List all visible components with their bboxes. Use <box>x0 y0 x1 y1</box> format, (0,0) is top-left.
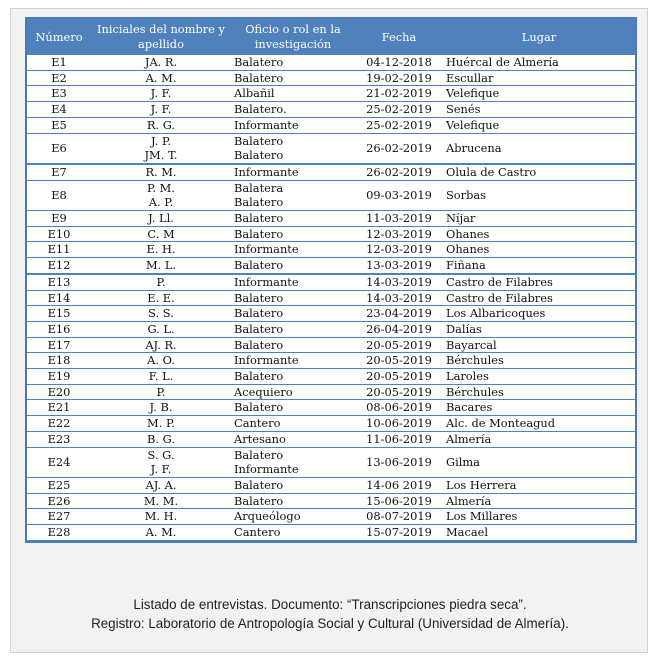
cell-oficio <box>231 431 355 447</box>
cell-numero: E10 <box>27 226 91 242</box>
cell-fecha: 12-03-2019 <box>355 242 443 258</box>
cell-iniciales <box>91 431 231 447</box>
cell-iniciales-line: J. F. <box>150 86 172 101</box>
cell-oficio <box>231 242 355 258</box>
cell-oficio-line: Balatero <box>234 400 284 415</box>
cell-oficio <box>231 400 355 416</box>
cell-numero: E15 <box>27 306 91 322</box>
cell-fecha: 20-05-2019 <box>355 369 443 385</box>
cell-oficio-line: Balatero <box>234 211 284 226</box>
cell-lugar: Alc. de Monteagud <box>443 416 635 432</box>
cell-iniciales-line: M. P. <box>147 416 175 431</box>
cell-iniciales <box>91 337 231 353</box>
cell-oficio-line: Informante <box>234 274 299 289</box>
table-row <box>27 447 635 477</box>
cell-numero: E19 <box>27 369 91 385</box>
cell-oficio-line: Cantero <box>234 525 281 540</box>
cell-iniciales <box>91 86 231 102</box>
cell-numero: E2 <box>27 70 91 86</box>
cell-oficio-line: Informante <box>234 353 299 368</box>
cell-iniciales-line: M. H. <box>144 509 178 524</box>
table-row <box>27 353 635 369</box>
cell-iniciales-line: A. M. <box>145 525 177 540</box>
cell-oficio <box>231 337 355 353</box>
cell-oficio <box>231 55 355 70</box>
table-row <box>27 242 635 258</box>
cell-fecha: 25-02-2019 <box>355 117 443 133</box>
cell-oficio-line: Balatero. <box>234 102 287 117</box>
cell-numero: E1 <box>27 55 91 70</box>
cell-oficio-line: Informante <box>234 164 299 179</box>
table-row <box>27 102 635 118</box>
cell-fecha: 20-05-2019 <box>355 384 443 400</box>
cell-oficio-line: Balatero <box>234 148 284 163</box>
cell-oficio <box>231 226 355 242</box>
cell-iniciales-line: E. E. <box>147 290 175 305</box>
table-row <box>27 86 635 102</box>
cell-fecha: 23-04-2019 <box>355 306 443 322</box>
cell-numero: E8 <box>27 180 91 210</box>
cell-iniciales <box>91 384 231 400</box>
cell-numero: E21 <box>27 400 91 416</box>
cell-numero: E5 <box>27 117 91 133</box>
cell-iniciales <box>91 274 231 290</box>
figure-frame <box>10 8 648 653</box>
cell-iniciales-line: J. Ll. <box>148 211 174 226</box>
table-row <box>27 493 635 509</box>
cell-oficio <box>231 477 355 493</box>
cell-numero: E27 <box>27 509 91 525</box>
cell-lugar: Huércal de Almería <box>443 55 635 70</box>
cell-lugar: Velefique <box>443 117 635 133</box>
table-row <box>27 117 635 133</box>
cell-oficio <box>231 117 355 133</box>
cell-oficio-line: Balatero <box>234 70 284 85</box>
cell-iniciales <box>91 447 231 477</box>
cell-iniciales-line: A. P. <box>148 195 174 210</box>
cell-fecha: 26-02-2019 <box>355 164 443 180</box>
cell-lugar: Gilma <box>443 447 635 477</box>
cell-oficio <box>231 180 355 210</box>
cell-numero: E25 <box>27 477 91 493</box>
cell-iniciales-line: S. S. <box>148 306 174 321</box>
cell-lugar: Bérchules <box>443 353 635 369</box>
table-row <box>27 509 635 525</box>
table-row <box>27 416 635 432</box>
cell-oficio <box>231 353 355 369</box>
cell-lugar: Senés <box>443 102 635 118</box>
cell-iniciales <box>91 70 231 86</box>
cell-oficio <box>231 86 355 102</box>
cell-iniciales-line: J. P. <box>151 133 171 148</box>
table-row <box>27 384 635 400</box>
cell-iniciales <box>91 133 231 164</box>
cell-oficio <box>231 447 355 477</box>
cell-numero: E18 <box>27 353 91 369</box>
cell-iniciales <box>91 493 231 509</box>
cell-numero: E14 <box>27 290 91 306</box>
table-row <box>27 180 635 210</box>
cell-lugar: Almería <box>443 493 635 509</box>
header-fecha: Fecha <box>355 19 443 55</box>
cell-lugar: Escullar <box>443 70 635 86</box>
table-row <box>27 321 635 337</box>
cell-oficio <box>231 133 355 164</box>
interviews-table <box>25 17 637 543</box>
caption-line-1: Listado de entrevistas. Documento: “Transcripciones piedra seca”. <box>133 597 527 612</box>
cell-numero: E24 <box>27 447 91 477</box>
cell-lugar: Ohanes <box>443 242 635 258</box>
cell-lugar: Macael <box>443 525 635 541</box>
cell-fecha: 12-03-2019 <box>355 226 443 242</box>
cell-numero: E12 <box>27 258 91 274</box>
cell-iniciales <box>91 400 231 416</box>
cell-lugar: Castro de Filabres <box>443 274 635 290</box>
cell-numero: E4 <box>27 102 91 118</box>
cell-lugar: Fiñana <box>443 258 635 274</box>
cell-lugar: Sorbas <box>443 180 635 210</box>
table-row <box>27 431 635 447</box>
cell-oficio-line: Balatero <box>234 258 284 273</box>
cell-lugar: Ohanes <box>443 226 635 242</box>
cell-iniciales-line: P. M. <box>147 180 175 195</box>
cell-lugar: Bérchules <box>443 384 635 400</box>
cell-fecha: 25-02-2019 <box>355 102 443 118</box>
cell-iniciales <box>91 416 231 432</box>
cell-oficio <box>231 274 355 290</box>
cell-iniciales <box>91 226 231 242</box>
cell-fecha: 13-06-2019 <box>355 447 443 477</box>
cell-iniciales-line: JM. T. <box>144 148 178 163</box>
cell-numero: E13 <box>27 274 91 290</box>
cell-iniciales-line: J. F. <box>150 462 172 477</box>
cell-numero: E16 <box>27 321 91 337</box>
cell-iniciales-line: F. L. <box>148 369 174 384</box>
cell-iniciales <box>91 180 231 210</box>
cell-oficio-line: Cantero <box>234 416 281 431</box>
cell-numero: E7 <box>27 164 91 180</box>
cell-iniciales-line: J. F. <box>150 102 172 117</box>
table-row <box>27 369 635 385</box>
table-row <box>27 274 635 290</box>
cell-oficio <box>231 290 355 306</box>
cell-oficio <box>231 164 355 180</box>
cell-oficio <box>231 493 355 509</box>
cell-iniciales <box>91 369 231 385</box>
cell-oficio-line: Balatero <box>234 493 284 508</box>
cell-iniciales <box>91 102 231 118</box>
cell-oficio-line: Albañil <box>234 86 275 101</box>
cell-fecha: 20-05-2019 <box>355 353 443 369</box>
table-row <box>27 226 635 242</box>
header-oficio: Oficio o rol en la investigación <box>231 19 355 55</box>
cell-lugar: Abrucena <box>443 133 635 164</box>
cell-iniciales <box>91 117 231 133</box>
cell-oficio-line: Informante <box>234 242 299 257</box>
table-header-row <box>27 19 635 55</box>
cell-oficio-line: Acequiero <box>234 384 293 399</box>
cell-oficio-line: Balatero <box>234 133 284 148</box>
cell-numero: E22 <box>27 416 91 432</box>
cell-oficio-line: Balatero <box>234 321 284 336</box>
cell-oficio-line: Informante <box>234 462 299 477</box>
cell-oficio-line: Balatero <box>234 195 284 210</box>
interviews-table-grid <box>27 19 635 541</box>
cell-fecha: 13-03-2019 <box>355 258 443 274</box>
cell-oficio-line: Balatero <box>234 369 284 384</box>
cell-oficio-line: Balatero <box>234 306 284 321</box>
cell-fecha: 21-02-2019 <box>355 86 443 102</box>
table-row <box>27 400 635 416</box>
cell-oficio <box>231 306 355 322</box>
cell-lugar: Bacares <box>443 400 635 416</box>
cell-iniciales-line: AJ. A. <box>145 477 177 492</box>
cell-fecha: 15-07-2019 <box>355 525 443 541</box>
cell-lugar: Laroles <box>443 369 635 385</box>
cell-iniciales <box>91 164 231 180</box>
table-row <box>27 477 635 493</box>
cell-iniciales-line: AJ. R. <box>145 337 177 352</box>
cell-lugar: Dalías <box>443 321 635 337</box>
cell-lugar: Los Albaricoques <box>443 306 635 322</box>
figure-caption <box>11 595 649 633</box>
cell-iniciales <box>91 306 231 322</box>
cell-iniciales <box>91 477 231 493</box>
cell-numero: E26 <box>27 493 91 509</box>
cell-iniciales-line: M. M. <box>143 493 179 508</box>
cell-iniciales-line: P. <box>156 274 166 289</box>
cell-iniciales-line: R. G. <box>146 117 176 132</box>
cell-lugar: Níjar <box>443 211 635 227</box>
cell-oficio <box>231 509 355 525</box>
cell-iniciales <box>91 525 231 541</box>
cell-oficio <box>231 70 355 86</box>
table-row <box>27 306 635 322</box>
header-iniciales: Iniciales del nombre y apellido <box>91 19 231 55</box>
cell-fecha: 08-06-2019 <box>355 400 443 416</box>
cell-oficio-line: Arqueólogo <box>234 509 301 524</box>
cell-fecha: 08-07-2019 <box>355 509 443 525</box>
cell-iniciales <box>91 353 231 369</box>
cell-iniciales-line: E. H. <box>146 242 176 257</box>
cell-numero: E28 <box>27 525 91 541</box>
cell-numero: E3 <box>27 86 91 102</box>
cell-fecha: 11-03-2019 <box>355 211 443 227</box>
cell-lugar: Bayarcal <box>443 337 635 353</box>
cell-iniciales-line: M. L. <box>145 258 177 273</box>
cell-iniciales <box>91 55 231 70</box>
cell-fecha: 20-05-2019 <box>355 337 443 353</box>
cell-oficio <box>231 211 355 227</box>
cell-oficio-line: Informante <box>234 117 299 132</box>
cell-iniciales <box>91 321 231 337</box>
cell-oficio <box>231 369 355 385</box>
cell-lugar: Castro de Filabres <box>443 290 635 306</box>
cell-fecha: 19-02-2019 <box>355 70 443 86</box>
cell-oficio-line: Balatera <box>234 180 284 195</box>
cell-iniciales-line: A. O. <box>147 353 175 368</box>
cell-fecha: 26-04-2019 <box>355 321 443 337</box>
cell-numero: E6 <box>27 133 91 164</box>
cell-iniciales-line: G. L. <box>147 321 175 336</box>
table-row <box>27 55 635 70</box>
cell-iniciales-line: J. B. <box>149 400 173 415</box>
cell-iniciales-line: JA. R. <box>144 55 178 69</box>
cell-iniciales <box>91 509 231 525</box>
table-row <box>27 211 635 227</box>
cell-fecha: 10-06-2019 <box>355 416 443 432</box>
cell-oficio <box>231 416 355 432</box>
cell-fecha: 14-06 2019 <box>355 477 443 493</box>
cell-numero: E11 <box>27 242 91 258</box>
cell-iniciales-line: R. M. <box>145 164 177 179</box>
cell-oficio-line: Balatero <box>234 447 284 462</box>
cell-lugar: Los Herrera <box>443 477 635 493</box>
table-row <box>27 70 635 86</box>
cell-iniciales <box>91 211 231 227</box>
cell-oficio <box>231 258 355 274</box>
table-body <box>27 55 635 540</box>
cell-oficio <box>231 525 355 541</box>
cell-iniciales-line: S. G. <box>147 447 175 462</box>
cell-lugar: Los Millares <box>443 509 635 525</box>
cell-numero: E20 <box>27 384 91 400</box>
cell-oficio-line: Balatero <box>234 477 284 492</box>
cell-iniciales-line: C. M <box>147 226 175 241</box>
cell-lugar: Olula de Castro <box>443 164 635 180</box>
cell-iniciales-line: P. <box>156 384 166 399</box>
cell-iniciales <box>91 290 231 306</box>
cell-oficio-line: Artesano <box>234 431 286 446</box>
cell-iniciales-line: B. G. <box>147 431 175 446</box>
cell-numero: E9 <box>27 211 91 227</box>
cell-fecha: 09-03-2019 <box>355 180 443 210</box>
cell-iniciales <box>91 258 231 274</box>
cell-lugar: Velefique <box>443 86 635 102</box>
table-row <box>27 133 635 164</box>
cell-fecha: 26-02-2019 <box>355 133 443 164</box>
cell-oficio-line: Balatero <box>234 226 284 241</box>
cell-oficio-line: Balatero <box>234 55 284 69</box>
header-lugar: Lugar <box>443 19 635 55</box>
cell-fecha: 14-03-2019 <box>355 274 443 290</box>
table-row <box>27 290 635 306</box>
cell-oficio <box>231 102 355 118</box>
table-row <box>27 258 635 274</box>
table-row <box>27 337 635 353</box>
cell-fecha: 11-06-2019 <box>355 431 443 447</box>
cell-fecha: 15-06-2019 <box>355 493 443 509</box>
cell-oficio <box>231 384 355 400</box>
cell-fecha: 04-12-2018 <box>355 55 443 70</box>
header-numero: Número <box>27 19 91 55</box>
cell-oficio-line: Balatero <box>234 290 284 305</box>
cell-lugar: Almería <box>443 431 635 447</box>
cell-oficio <box>231 321 355 337</box>
cell-numero: E17 <box>27 337 91 353</box>
cell-iniciales <box>91 242 231 258</box>
cell-fecha: 14-03-2019 <box>355 290 443 306</box>
cell-oficio-line: Balatero <box>234 337 284 352</box>
cell-numero: E23 <box>27 431 91 447</box>
table-row <box>27 164 635 180</box>
caption-line-2: Registro: Laboratorio de Antropología Social y Cultural (Universidad de Almería). <box>91 616 569 631</box>
cell-iniciales-line: A. M. <box>145 70 177 85</box>
table-row <box>27 525 635 541</box>
